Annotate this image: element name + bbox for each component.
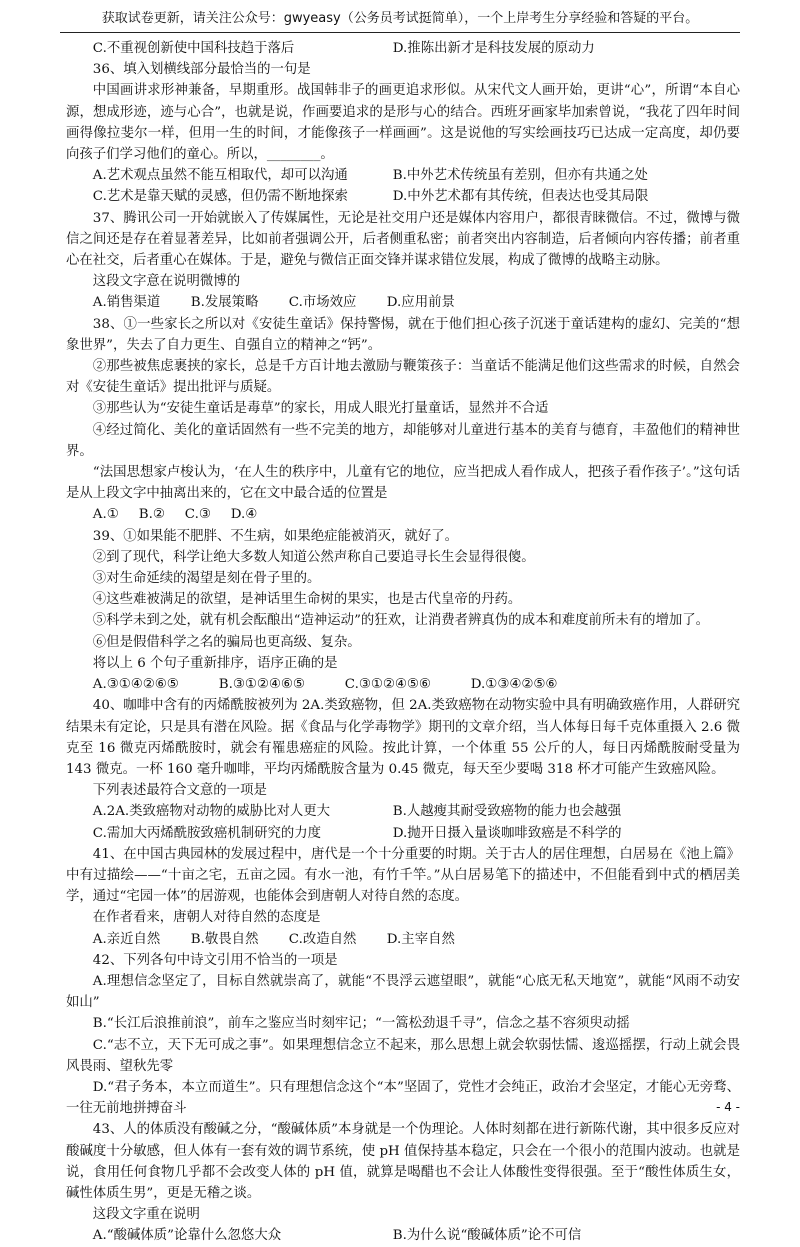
- q42-option-d: D.“君子务本，本立而道生”。只有理想信念这个“本”坚固了，党性才会纯正，政治才会坚定，才能心无旁骛、一往无前地拼搏奋斗: [66, 1079, 740, 1117]
- prev-question-options: [66, 38, 740, 59]
- option-c: C.不重视创新使中国科技趋于落后: [92, 41, 295, 56]
- q42-option-b: B.“长江后浪推前浪”，前车之鉴应当时刻牢记；“一篙松劲退千寻”，信念之基不容须臾动摇: [92, 1016, 630, 1032]
- q43-options: [66, 1225, 740, 1246]
- option-a: A.艺术观点虽然不能互相取代，却可以沟通: [92, 168, 348, 184]
- q38-paragraph-1: 38、①一些家长之所以对《安徒生童话》保持警惕，就在于他们担心孩子沉迷于童话建构的虚幻、完美的“想象世界”，失去了自力更生、自强自立的精神之“钙”。: [66, 316, 740, 353]
- document-body: [66, 38, 740, 1247]
- q39-sentence-5: ⑤科学未到之处，就有机会酝酿出“造神运动”的狂欢，让消费者辨真伪的成本和难度前所未有的增加了。: [92, 613, 710, 629]
- q43-passage: 43、人的体质没有酸碱之分，“酸碱体质”本身就是一个伪理论。人体时刻都在进行新陈代谢，其中很多反应对酸碱度十分敏感，但人体有一套有效的调节系统，使 pH 值保持基本稳定，只会在一个很小的范围内波动。也就是说，食用任何食物几乎都不会改变人体的 pH 值，就算是喝醋也不会让人体酸性变得很强。至于“酸性体质生女，碱性体质生男”，更是无稽之谈。: [66, 1122, 740, 1201]
- option-d: D.推陈出新才是科技发展的原动力: [392, 41, 595, 56]
- q38-quote-question: “法国思想家卢梭认为，‘在人生的秩序中，儿童有它的地位，应当把成人看作成人，把孩子看作孩子’。”这句话是从上段文字中抽离出来的，它在文中最合适的位置是: [66, 465, 740, 502]
- q36-passage: 中国画讲求形神兼备，早期重形。战国韩非子的画更追求形似。从宋代文人画开始，更讲“心”，所谓“本自心源，想成形迹，迹与心合”，也就是说，作画要追求的是形与心的结合。西班牙画家毕加索曾说，“我花了四年时间画得像拉斐尔一样，但用一生的时间，才能像孩子一样画画”。这是说他的写实绘画技巧已达成一定高度，却仍要向孩子们学习他们的童心。所以，________。: [66, 83, 740, 163]
- option-a: A.①: [92, 507, 119, 523]
- q37-options: [66, 292, 740, 313]
- option-d: D.主宰自然: [386, 931, 455, 947]
- q40-options-row1: [66, 801, 740, 822]
- option-c: C.③: [184, 507, 211, 523]
- option-a: A.“酸碱体质”论靠什么忽悠大众: [92, 1228, 282, 1244]
- q40-options-row2: [66, 823, 740, 844]
- q40-question: 下列表述最符合文意的一项是: [92, 783, 267, 799]
- option-a: A.销售渠道: [92, 295, 161, 311]
- q39-options: [66, 674, 740, 695]
- option-d: D.抛开日摄入量谈咖啡致癌是不科学的: [392, 825, 622, 841]
- option-c: C.改造自然: [288, 931, 357, 947]
- q43-question: 这段文字重在说明: [92, 1207, 200, 1223]
- page-number: - 4 -: [716, 1100, 740, 1114]
- option-d: D.①③④②⑤⑥: [470, 677, 558, 693]
- q40-passage: 40、咖啡中含有的丙烯酰胺被列为 2A.类致癌物，但 2A.类致癌物在动物实验中具有明确致癌作用，人群研究结果未有定论，只是具有潜在风险。据《食品与化学毒物学》期刊的文章介绍，当人体每日每千克体重摄入 2.6 微克至 16 微克丙烯酰胺时，就会有罹患癌症的风险。按此计算，一个体重 55 公斤的人，每日丙烯酰胺耐受量为 143 微克。一杯 160 毫升咖啡，平均丙烯酰胺含量为 0.45 微克，每天至少要喝 318 杯才可能产生致癌风险。: [66, 698, 740, 777]
- q42-title: 42、下列各句中诗文引用不恰当的一项是: [92, 952, 338, 968]
- option-c: C.艺术是靠天赋的灵感，但仍需不断地探索: [92, 189, 348, 205]
- option-b: B.中外艺术传统虽有差别，但亦有共通之处: [392, 168, 648, 184]
- option-b: B.为什么说“酸碱体质”论不可信: [392, 1228, 582, 1244]
- q39-question: 将以上 6 个句子重新排序，语序正确的是: [92, 655, 338, 671]
- option-c: C.需加大丙烯酰胺致癌机制研究的力度: [92, 825, 322, 841]
- q38-paragraph-4: ④经过简化、美化的童话固然有一些不完美的地方，却能够对儿童进行基本的美育与德育，丰盈他们的精神世界。: [66, 422, 740, 459]
- option-d: D.④: [230, 507, 258, 523]
- q39-sentence-1: 39、①如果能不肥胖、不生病，如果绝症能被消灭，就好了。: [92, 528, 458, 544]
- option-a: A.亲近自然: [92, 931, 161, 947]
- header-rule: [60, 32, 740, 33]
- option-c: C.市场效应: [288, 295, 357, 311]
- option-d: D.中外艺术都有其传统，但表达也受其局限: [392, 189, 649, 205]
- q39-sentence-4: ④这些难被满足的欲望，是神话里生命树的果实，也是古代皇帝的丹药。: [92, 592, 522, 608]
- q41-question: 在作者看来，唐朝人对待自然的态度是: [92, 910, 321, 926]
- option-b: B.③①②④⑥⑤: [218, 677, 305, 693]
- option-a: A.2A.类致癌物对动物的威胁比对人更大: [92, 804, 331, 820]
- option-b: B.②: [138, 507, 165, 523]
- q36-title: 36、填入划横线部分最恰当的一句是: [92, 62, 311, 78]
- option-b: B.发展策略: [190, 295, 259, 311]
- q38-options: [66, 504, 740, 525]
- q37-passage: 37、腾讯公司一开始就嵌入了传媒属性，无论是社交用户还是媒体内容用户，都很青睐微信。不过，微博与微信之间还是存在着显著差异，比如前者强调公开，后者侧重私密；前者突出内容制造，后者倾向内容传播；前者重心在社交，后者重心在媒体。于是，避免与微信正面交锋并谋求错位发展，构成了微博的战略主动脉。: [66, 210, 740, 269]
- q41-options: [66, 929, 740, 950]
- q42-option-a: A.理想信念坚定了，目标自然就崇高了，就能“不畏浮云遮望眼”，就能“心底无私天地宽”，就能“风雨不动安如山”: [66, 973, 740, 1011]
- option-a: A.③①④②⑥⑤: [92, 677, 179, 693]
- q42-option-c: C.“志不立，天下无可成之事”。如果理想信念立不起来，那么思想上就会软弱怯懦、逡巡摇摆，行动上就会畏风畏雨、望秋先零: [66, 1037, 740, 1074]
- option-b: B.人越瘦其耐受致癌物的能力也会越强: [392, 804, 622, 820]
- option-c: C.③①②④⑤⑥: [344, 677, 431, 693]
- q36-options-row2: [66, 186, 740, 207]
- page-header-notice: 获取试卷更新，请关注公众号：gwyeasy（公务员考试挺简单），一个上岸考生分享经验和答疑的平台。: [101, 11, 699, 26]
- q39-sentence-3: ③对生命延续的渴望是刻在骨子里的。: [92, 571, 321, 587]
- q41-passage: 41、在中国古典园林的发展过程中，唐代是一个十分重要的时期。关于古人的居住理想，白居易在《池上篇》中有过描绘——“十亩之宅，五亩之园。有水一池，有竹千竿。”从白居易笔下的描述中，不但能看到中式的栖居美学，通过“宅园一体”的居游观，也能体会到唐朝人对待自然的态度。: [66, 846, 740, 905]
- q38-paragraph-2: ②那些被焦虑裹挟的家长，总是千方百计地去激励与鞭策孩子：当童话不能满足他们这些需求的时候，自然会对《安徒生童话》提出批评与质疑。: [66, 359, 740, 396]
- q38-paragraph-3: ③那些认为“安徒生童话是毒草”的家长，用成人眼光打量童话，显然并不合适: [92, 401, 549, 417]
- option-b: B.敬畏自然: [190, 931, 259, 947]
- q39-sentence-6: ⑥但是假借科学之名的骗局也更高级、复杂。: [92, 634, 361, 650]
- q39-sentence-2: ②到了现代，科学让绝大多数人知道公然声称自己要追寻长生会显得很傻。: [92, 549, 535, 565]
- q37-question: 这段文字意在说明微博的: [92, 274, 241, 290]
- q36-options-row1: [66, 165, 740, 186]
- option-d: D.应用前景: [386, 295, 455, 311]
